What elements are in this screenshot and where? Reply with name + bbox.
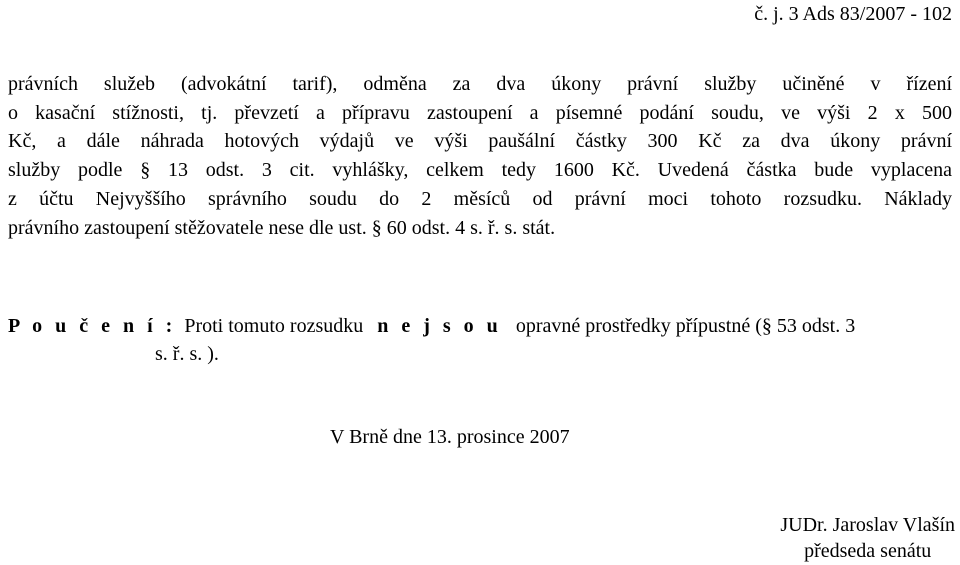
signatory-title: předseda senátu	[804, 540, 932, 562]
legal-instruction	[8, 312, 952, 368]
instruction-line	[8, 312, 952, 340]
paragraph-line: právních služeb (advokátní tarif), odměna za dva úkony právní služby učiněné v řízení	[8, 73, 952, 95]
paragraph-line: služby podle § 13 odst. 3 cit. vyhlášky, celkem tedy 1600 Kč. Uvedená částka bude vyplacena	[8, 159, 952, 182]
paragraph-line: právního zastoupení stěžovatele nese dle ust. § 60 odst. 4 s. ř. s. stát.	[8, 216, 556, 239]
signature-block	[780, 512, 955, 564]
instruction-label: P o u č e n í :	[8, 315, 177, 337]
place-and-date: V Brně dne 13. prosince 2007	[330, 426, 570, 448]
instruction-text-before: Proti tomuto rozsudku	[184, 315, 364, 337]
instruction-text-after: opravné prostředky přípustné (§ 53 odst. 3	[515, 315, 856, 337]
paragraph-line: Kč, a dále náhrada hotových výdajů ve výši paušální částky 300 Kč za dva úkony právní	[8, 130, 952, 153]
instruction-continuation: s. ř. s. ).	[155, 343, 219, 365]
instruction-emphasis: n e j s o u	[377, 315, 502, 337]
paragraph-line: z účtu Nejvyššího správního soudu do 2 měsíců od právní moci tohoto rozsudku. Náklady	[8, 187, 952, 210]
case-reference: č. j. 3 Ads 83/2007 - 102	[754, 3, 952, 25]
cost-paragraph	[8, 70, 952, 242]
paragraph-line: o kasační stížnosti, tj. převzetí a přípravu zastoupení a písemné podání soudu, ve výši 2 x 500	[8, 101, 952, 124]
signatory-name: JUDr. Jaroslav Vlašín	[780, 514, 955, 536]
